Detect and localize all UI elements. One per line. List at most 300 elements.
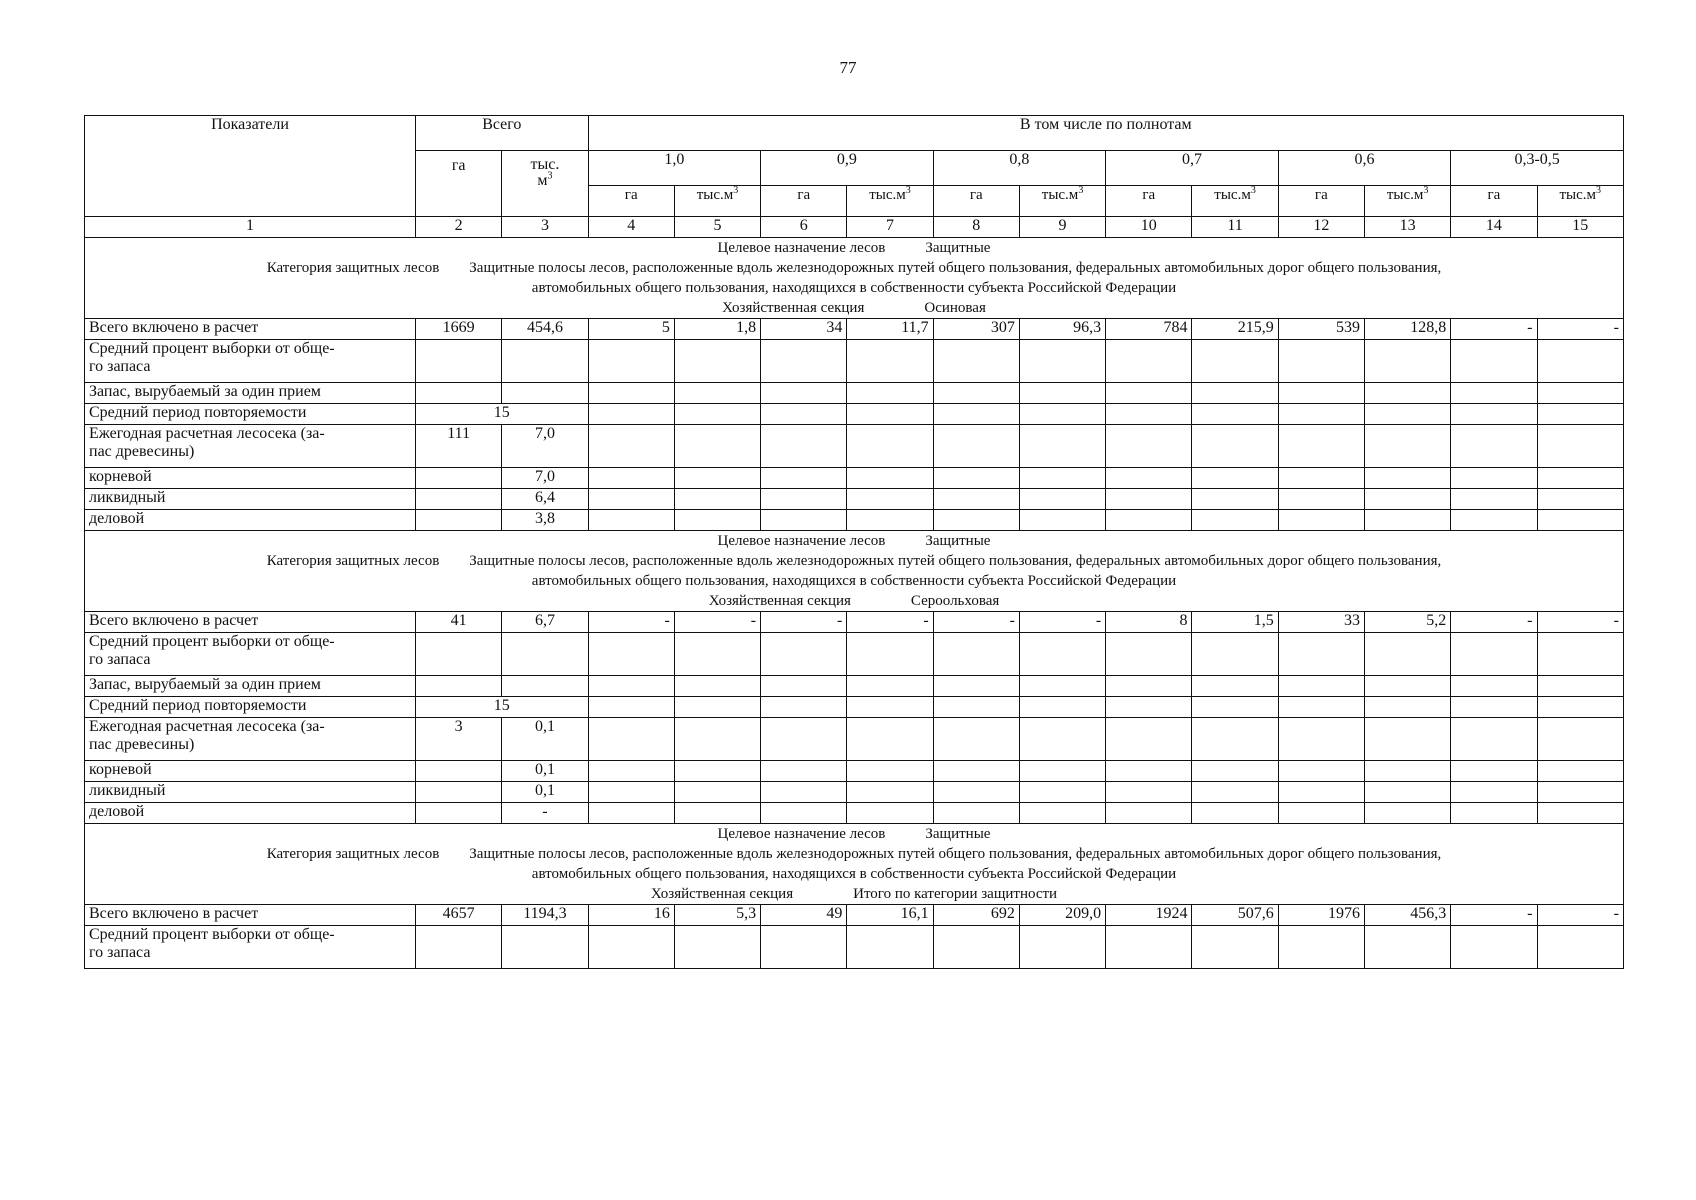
row-label (85, 676, 416, 697)
table-cell (674, 633, 760, 676)
table-cell: 539 (1278, 319, 1364, 340)
table-cell (1106, 633, 1192, 676)
unit-ths-m3-1: $тыс.м^3$ (847, 186, 933, 217)
table-cell (1451, 510, 1537, 531)
table-cell (1106, 718, 1192, 761)
table-cell (761, 761, 847, 782)
table-cell: - (1451, 319, 1537, 340)
table-cell: 33 (1278, 612, 1364, 633)
table-cell (1192, 489, 1278, 510)
table-cell (847, 676, 933, 697)
table-cell (1192, 718, 1278, 761)
table-cell: 8 (1106, 612, 1192, 633)
row-label-line: Всего включено в расчет (89, 319, 259, 336)
table-row (85, 489, 1624, 510)
table-cell (1364, 425, 1450, 468)
table-cell (1278, 697, 1364, 718)
column-number: 13 (1364, 217, 1450, 238)
table-cell (1451, 803, 1537, 824)
row-label-line: ликвидный (89, 489, 166, 506)
table-cell (1278, 926, 1364, 969)
table-cell (1451, 926, 1537, 969)
table-cell: 209,0 (1019, 905, 1105, 926)
table-cell (1019, 340, 1105, 383)
table-cell (1106, 404, 1192, 425)
row-label (85, 404, 416, 425)
table-cell (588, 803, 674, 824)
table-cell (1364, 383, 1450, 404)
table-cell: 4657 (416, 905, 502, 926)
unit-ha-0: га (588, 186, 674, 217)
table-cell: 0,1 (502, 761, 588, 782)
category-label: Категория защитных лесов (266, 553, 440, 569)
table-cell: 5,3 (674, 905, 760, 926)
row-label-line: Средний процент выборки от обще- (89, 926, 335, 943)
economic-section-label: Хозяйственная секция (650, 886, 794, 902)
table-cell: 0,1 (502, 782, 588, 803)
economic-section-value: Сероольховая (910, 593, 1000, 609)
table-cell (847, 926, 933, 969)
table-cell (1106, 926, 1192, 969)
column-number: 5 (674, 217, 760, 238)
table-cell (416, 340, 502, 383)
section-header (85, 238, 1624, 319)
column-number: 6 (761, 217, 847, 238)
purpose-value: Защитные (925, 533, 991, 549)
table-row (85, 510, 1624, 531)
row-label (85, 383, 416, 404)
table-cell (588, 782, 674, 803)
row-label (85, 697, 416, 718)
table-cell (674, 782, 760, 803)
table-cell: 692 (933, 905, 1019, 926)
table-cell (1537, 676, 1624, 697)
table-cell (1451, 633, 1537, 676)
table-cell (1019, 510, 1105, 531)
table-cell: - (674, 612, 760, 633)
table-cell (1364, 676, 1450, 697)
column-number: 14 (1451, 217, 1537, 238)
table-row (85, 697, 1624, 718)
table-cell (416, 803, 502, 824)
table-cell (588, 425, 674, 468)
table-row (85, 383, 1624, 404)
column-number: 3 (502, 217, 588, 238)
table-cell: 507,6 (1192, 905, 1278, 926)
table-cell (588, 404, 674, 425)
purpose-value: Защитные (925, 240, 991, 256)
row-label (85, 761, 416, 782)
table-cell: 128,8 (1364, 319, 1450, 340)
unit-ha-1: га (761, 186, 847, 217)
table-cell (416, 633, 502, 676)
table-cell (1364, 404, 1450, 425)
table-cell (1192, 383, 1278, 404)
table-cell (1364, 697, 1450, 718)
table-cell (1106, 468, 1192, 489)
table-cell (1192, 510, 1278, 531)
table-row (85, 425, 1624, 468)
table-cell (1278, 718, 1364, 761)
table-cell (1537, 340, 1624, 383)
header-indicators: Показатели (85, 116, 416, 217)
table-cell (674, 803, 760, 824)
row-label-line: пас древесины) (89, 736, 195, 753)
row-label (85, 425, 416, 468)
table-cell (1106, 761, 1192, 782)
row-label (85, 319, 416, 340)
table-cell (588, 926, 674, 969)
table-cell: 456,3 (1364, 905, 1450, 926)
table-cell (1537, 697, 1624, 718)
table-cell (1364, 340, 1450, 383)
table-cell (761, 340, 847, 383)
table-cell: 0,1 (502, 718, 588, 761)
row-label (85, 926, 416, 969)
table-cell (416, 926, 502, 969)
table-cell (1451, 782, 1537, 803)
table-cell (1278, 676, 1364, 697)
row-label-line: го запаса (89, 944, 151, 961)
table-cell (416, 510, 502, 531)
column-number: 12 (1278, 217, 1364, 238)
table-cell (1364, 718, 1450, 761)
table-row (85, 676, 1624, 697)
table-cell (588, 468, 674, 489)
row-label-line: ликвидный (89, 782, 166, 799)
table-cell: - (1451, 612, 1537, 633)
table-cell (1451, 340, 1537, 383)
table-cell (761, 425, 847, 468)
row-label-line: Средний процент выборки от обще- (89, 340, 335, 357)
economic-section-label: Хозяйственная секция (708, 593, 851, 609)
table-cell (1364, 761, 1450, 782)
column-number: 8 (933, 217, 1019, 238)
table-cell: 784 (1106, 319, 1192, 340)
table-cell (674, 468, 760, 489)
table-cell (674, 718, 760, 761)
table-cell (1192, 926, 1278, 969)
table-cell (1278, 761, 1364, 782)
table-cell (674, 404, 760, 425)
table-cell (1192, 697, 1278, 718)
table-cell: 34 (761, 319, 847, 340)
table-cell (1537, 489, 1624, 510)
table-row (85, 633, 1624, 676)
economic-section-value: Итого по категории защитности (853, 886, 1058, 902)
row-label-line: Средний период повторяемости (89, 697, 307, 714)
table-cell (761, 510, 847, 531)
table-cell (502, 633, 588, 676)
table-cell (1106, 510, 1192, 531)
section-header-cell (85, 238, 1624, 319)
table-cell (1537, 383, 1624, 404)
table-cell (847, 633, 933, 676)
purpose-label: Целевое назначение лесов (717, 533, 886, 549)
category-value: Защитные полосы лесов, расположенные вдоль железнодорожных путей общего пользования, федеральных автомобильных дорог общего пользования, (469, 260, 1442, 276)
table-row (85, 926, 1624, 969)
row-label (85, 803, 416, 824)
table-cell (1278, 633, 1364, 676)
row-label-line: Средний период повторяемости (89, 404, 307, 421)
row-label (85, 718, 416, 761)
table-cell (1451, 761, 1537, 782)
table-cell: 7,0 (502, 468, 588, 489)
column-number: 7 (847, 217, 933, 238)
table-cell (847, 340, 933, 383)
table-cell (1192, 782, 1278, 803)
table-cell (933, 676, 1019, 697)
table-cell (761, 803, 847, 824)
table-row (85, 782, 1624, 803)
row-label-line: Запас, вырубаемый за один прием (89, 676, 321, 693)
table-cell (674, 425, 760, 468)
table-cell (847, 697, 933, 718)
table-cell: - (847, 612, 933, 633)
table-cell (1451, 383, 1537, 404)
section-header (85, 531, 1624, 612)
row-label (85, 489, 416, 510)
table-cell (1537, 510, 1624, 531)
table-cell (1451, 697, 1537, 718)
row-label-line: го запаса (89, 651, 151, 668)
table-cell: - (1537, 905, 1624, 926)
table-cell (1537, 718, 1624, 761)
table-row (85, 718, 1624, 761)
table-cell (674, 926, 760, 969)
table-cell (1019, 782, 1105, 803)
table-cell (1019, 926, 1105, 969)
table-cell (1537, 782, 1624, 803)
table-cell (1278, 803, 1364, 824)
table-cell (416, 489, 502, 510)
table-cell (761, 782, 847, 803)
table-cell (588, 510, 674, 531)
purpose-value: Защитные (925, 826, 991, 842)
table-cell (1364, 782, 1450, 803)
table-cell (1278, 782, 1364, 803)
table-cell (847, 425, 933, 468)
unit-ha-2: га (933, 186, 1019, 217)
table-cell (1019, 404, 1105, 425)
table-cell (1278, 468, 1364, 489)
column-number: 9 (1019, 217, 1105, 238)
table-cell (674, 761, 760, 782)
row-label-line: корневой (89, 761, 152, 778)
table-cell: 16 (588, 905, 674, 926)
unit-ha-3: га (1106, 186, 1192, 217)
table-cell (761, 383, 847, 404)
table-cell (933, 761, 1019, 782)
table-cell (674, 489, 760, 510)
table-cell (502, 926, 588, 969)
table-cell (588, 676, 674, 697)
column-number: 11 (1192, 217, 1278, 238)
table-cell (1106, 782, 1192, 803)
table-cell (416, 383, 502, 404)
unit-ths-m3-2: $тыс.м^3$ (1019, 186, 1105, 217)
table-cell (674, 383, 760, 404)
category-value-cont: автомобильных общего пользования, находящихся в собственности субъекта Российской Федерации (531, 573, 1177, 589)
table-row (85, 319, 1624, 340)
table-cell (847, 468, 933, 489)
table-cell (1106, 383, 1192, 404)
table-cell (933, 782, 1019, 803)
table-cell (847, 383, 933, 404)
table-cell (933, 718, 1019, 761)
column-number: 10 (1106, 217, 1192, 238)
table-cell (933, 383, 1019, 404)
table-cell (1278, 404, 1364, 425)
table-cell (1192, 803, 1278, 824)
table-cell (416, 782, 502, 803)
table-cell (1019, 718, 1105, 761)
repeat-period-value: 15 (416, 697, 589, 718)
table-cell (1192, 404, 1278, 425)
table-cell: - (588, 612, 674, 633)
unit-ha-5: га (1451, 186, 1537, 217)
table-cell (1537, 761, 1624, 782)
table-row (85, 761, 1624, 782)
table-cell: 1,5 (1192, 612, 1278, 633)
table-cell: 5 (588, 319, 674, 340)
unit-ths-m3-4: $тыс.м^3$ (1364, 186, 1450, 217)
page-number: 77 (839, 58, 857, 77)
table-cell (588, 718, 674, 761)
table-cell (502, 340, 588, 383)
category-value: Защитные полосы лесов, расположенные вдоль железнодорожных путей общего пользования, федеральных автомобильных дорог общего пользования, (469, 846, 1442, 862)
row-label (85, 510, 416, 531)
row-label (85, 782, 416, 803)
table-cell (761, 676, 847, 697)
table-cell (1019, 383, 1105, 404)
table-cell: 5,2 (1364, 612, 1450, 633)
table-cell (674, 676, 760, 697)
row-label-line: деловой (89, 510, 145, 527)
table-row (85, 803, 1624, 824)
category-label: Категория защитных лесов (266, 260, 440, 276)
row-label (85, 905, 416, 926)
header-total-ths-m3: тыс. $м^3$ (502, 151, 588, 217)
table-cell (1106, 489, 1192, 510)
table-cell (847, 782, 933, 803)
table-cell (588, 697, 674, 718)
column-number: 2 (416, 217, 502, 238)
column-number: 1 (85, 217, 416, 238)
header-density-0-3-0-5: 0,3-0,5 (1451, 151, 1624, 186)
table-cell (1106, 340, 1192, 383)
table-row (85, 612, 1624, 633)
table-cell (1106, 803, 1192, 824)
table-cell (1537, 926, 1624, 969)
row-label-line: деловой (89, 803, 145, 820)
row-label-line: корневой (89, 468, 152, 485)
row-label-line: Ежегодная расчетная лесосека (за- (89, 425, 325, 442)
table-cell (1537, 425, 1624, 468)
table-cell (1019, 468, 1105, 489)
table-cell (1364, 489, 1450, 510)
table-cell (588, 489, 674, 510)
table-cell (1106, 697, 1192, 718)
category-value: Защитные полосы лесов, расположенные вдоль железнодорожных путей общего пользования, федеральных автомобильных дорог общего пользования, (469, 553, 1442, 569)
table-cell (588, 761, 674, 782)
table-cell (933, 468, 1019, 489)
repeat-period-value: 15 (416, 404, 589, 425)
table-cell (761, 718, 847, 761)
table-cell: 1924 (1106, 905, 1192, 926)
table-cell: 1,8 (674, 319, 760, 340)
table-cell: 454,6 (502, 319, 588, 340)
table-cell (1019, 761, 1105, 782)
table-cell (1364, 926, 1450, 969)
table-row (85, 340, 1624, 383)
table-cell (1019, 633, 1105, 676)
table-cell (1537, 468, 1624, 489)
allowable-cut-table (84, 115, 1624, 969)
table-cell (1537, 404, 1624, 425)
table-cell (416, 468, 502, 489)
table-cell (1451, 676, 1537, 697)
table-cell: - (1537, 319, 1624, 340)
table-cell (416, 676, 502, 697)
table-cell (761, 697, 847, 718)
table-cell (761, 404, 847, 425)
table-cell (1537, 803, 1624, 824)
unit-ths-m3-0: $тыс.м^3$ (674, 186, 760, 217)
table-cell (588, 633, 674, 676)
table-cell (502, 676, 588, 697)
table-cell (1364, 510, 1450, 531)
row-label-line: Запас, вырубаемый за один прием (89, 383, 321, 400)
table-cell (1364, 633, 1450, 676)
table-cell (674, 340, 760, 383)
header-by-density: В том числе по полнотам (588, 116, 1623, 151)
table-cell (933, 697, 1019, 718)
table-cell: 49 (761, 905, 847, 926)
header-density-0-9: 0,9 (761, 151, 934, 186)
section-header (85, 824, 1624, 905)
table-cell: 1194,3 (502, 905, 588, 926)
economic-section-label: Хозяйственная секция (722, 300, 865, 316)
row-label (85, 612, 416, 633)
table-cell: 41 (416, 612, 502, 633)
table-cell (1278, 340, 1364, 383)
table-cell (933, 633, 1019, 676)
column-number: 4 (588, 217, 674, 238)
unit-ha-4: га (1278, 186, 1364, 217)
table-cell (847, 510, 933, 531)
table-cell (1019, 676, 1105, 697)
table-cell: - (1019, 612, 1105, 633)
row-label-line: Ежегодная расчетная лесосека (за- (89, 718, 325, 735)
table-cell (1192, 633, 1278, 676)
row-label (85, 468, 416, 489)
section-header-cell (85, 824, 1624, 905)
row-label (85, 340, 416, 383)
table-cell (1106, 425, 1192, 468)
table-cell: 3,8 (502, 510, 588, 531)
table-cell (588, 383, 674, 404)
table-cell: - (502, 803, 588, 824)
row-label-line: Всего включено в расчет (89, 905, 259, 922)
table-cell (761, 468, 847, 489)
table-cell: 16,1 (847, 905, 933, 926)
table-cell (1019, 697, 1105, 718)
table-cell (674, 697, 760, 718)
table-cell: 3 (416, 718, 502, 761)
table-row (85, 905, 1624, 926)
column-number-row (85, 217, 1624, 238)
